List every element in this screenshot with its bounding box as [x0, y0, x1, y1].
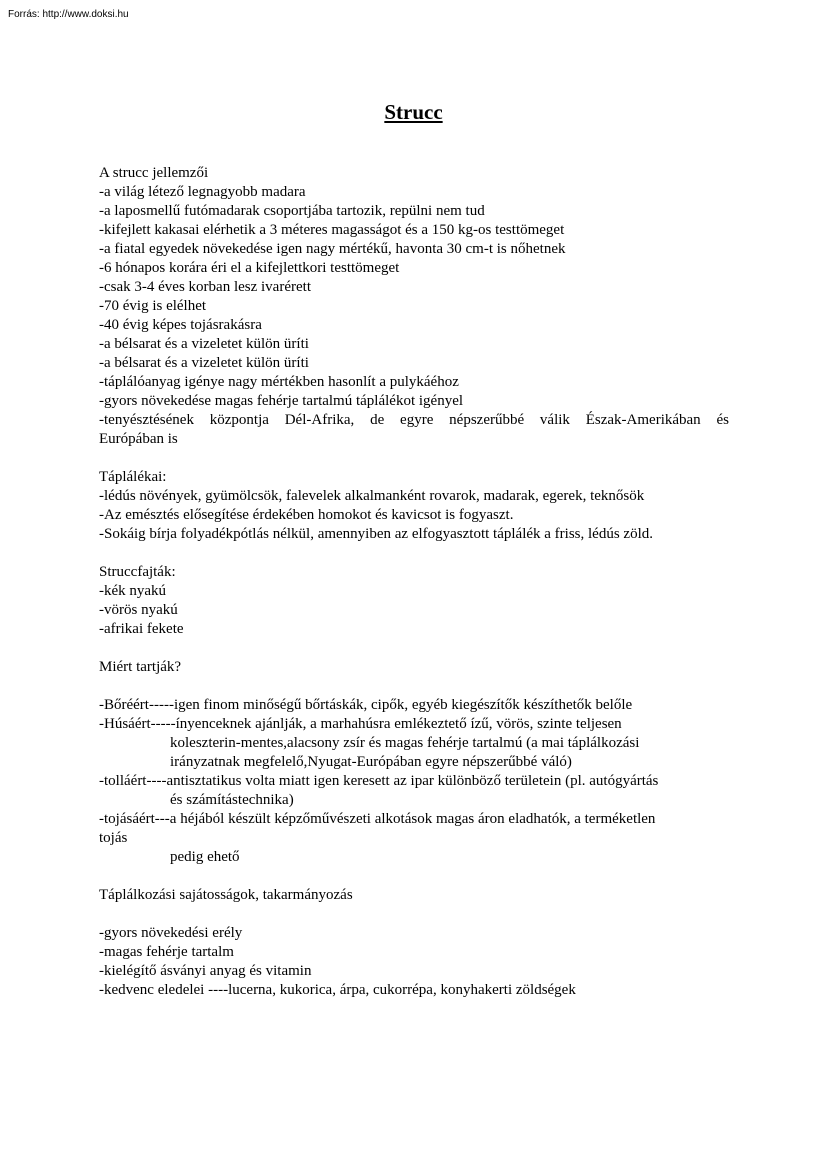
list-item: -a bélsarat és a vizeletet külön üríti	[99, 355, 309, 371]
list-item: -a fiatal egyedek növekedése igen nagy mértékű, havonta 30 cm-t is nőhetnek	[99, 241, 566, 257]
list-item: -kifejlett kakasai elérhetik a 3 méteres magasságot és a 150 kg-os testtömeget	[99, 222, 565, 238]
list-item-continuation: Európában is	[99, 431, 178, 447]
list-item: -a laposmellű futómadarak csoportjába tartozik, repülni nem tud	[99, 203, 485, 219]
spacer	[99, 544, 729, 563]
list-item: -kék nyakú	[99, 583, 167, 599]
list-item-continuation: tojás	[99, 830, 128, 846]
list-item: -vörös nyakú	[99, 602, 178, 618]
list-item: -gyors növekedése magas fehérje tartalmú táplálékot igényel	[99, 393, 464, 409]
list-item: -a bélsarat és a vizeletet külön üríti	[99, 336, 309, 352]
source-credit: Forrás: http://www.doksi.hu	[8, 9, 129, 20]
list-item-continuation: koleszterin-mentes,alacsony zsír és magas fehérje tartalmú (a mai táplálkozási	[170, 735, 640, 751]
list-item: -kedvenc eledelei ----lucerna, kukorica, árpa, cukorrépa, konyhakerti zöldségek	[99, 982, 576, 998]
list-item-justified: -tenyésztésének központja Dél-Afrika, de egyre népszerűbbé válik Észak-Amerikában és	[99, 412, 729, 428]
list-item: -70 évig is elélhet	[99, 298, 207, 314]
section-heading-taplalkozasi: Táplálkozási sajátosságok, takarmányozás	[99, 887, 353, 903]
list-item: -40 évig képes tojásrakásra	[99, 317, 262, 333]
list-item: -a világ létező legnagyobb madara	[99, 184, 306, 200]
section-heading-jellemzoi: A strucc jellemzői	[99, 165, 209, 181]
list-item-tojasaert: -tojásáért---a héjából készült képzőművészeti alkotások magas áron eladhatók, a terméketlen	[99, 811, 656, 827]
list-item: -kielégítő ásványi anyag és vitamin	[99, 963, 312, 979]
list-item: -6 hónapos korára éri el a kifejlettkori testtömeget	[99, 260, 400, 276]
section-heading-struccfajtak: Struccfajták:	[99, 564, 176, 580]
list-item: -lédús növények, gyümölcsök, falevelek alkalmanként rovarok, madarak, egerek, teknősök	[99, 488, 645, 504]
list-item: -Az emésztés elősegítése érdekében homokot és kavicsot is fogyaszt.	[99, 507, 514, 523]
list-item: -csak 3-4 éves korban lesz ivarérett	[99, 279, 311, 295]
list-item: -táplálóanyag igénye nagy mértékben hasonlít a pulykáéhoz	[99, 374, 459, 390]
spacer	[99, 867, 729, 886]
list-item-continuation: pedig ehető	[170, 849, 240, 865]
document-body	[99, 164, 729, 1000]
list-item-continuation: és számítástechnika)	[170, 792, 294, 808]
list-item-continuation: irányzatnak megfelelő,Nyugat-Európában egyre népszerűbbé váló)	[170, 754, 572, 770]
spacer	[99, 677, 729, 696]
spacer	[99, 639, 729, 658]
list-item-husaert: -Húsáért-----ínyenceknek ajánlják, a marhahúsra emlékeztető ízű, vörös, szinte teljesen	[99, 716, 622, 732]
spacer	[99, 905, 729, 924]
list-item-tollaert: -tolláért----antisztatikus volta miatt igen keresett az ipar különböző területein (pl. autógyártás	[99, 773, 659, 789]
section-heading-miert-tartjak: Miért tartják?	[99, 659, 182, 675]
list-item-boreert: -Bőréért-----igen finom minőségű bőrtáskák, cipők, egyéb kiegészítők készíthetők belőle	[99, 697, 633, 713]
section-heading-taplalekai: Táplálékai:	[99, 469, 167, 485]
list-item: -afrikai fekete	[99, 621, 184, 637]
page-title: Strucc	[384, 100, 443, 124]
list-item: -magas fehérje tartalm	[99, 944, 234, 960]
list-item: -Sokáig bírja folyadékpótlás nélkül, amennyiben az elfogyasztott táplálék a friss, lédús zöld.	[99, 526, 654, 542]
list-item: -gyors növekedési erély	[99, 925, 243, 941]
spacer	[99, 449, 729, 468]
